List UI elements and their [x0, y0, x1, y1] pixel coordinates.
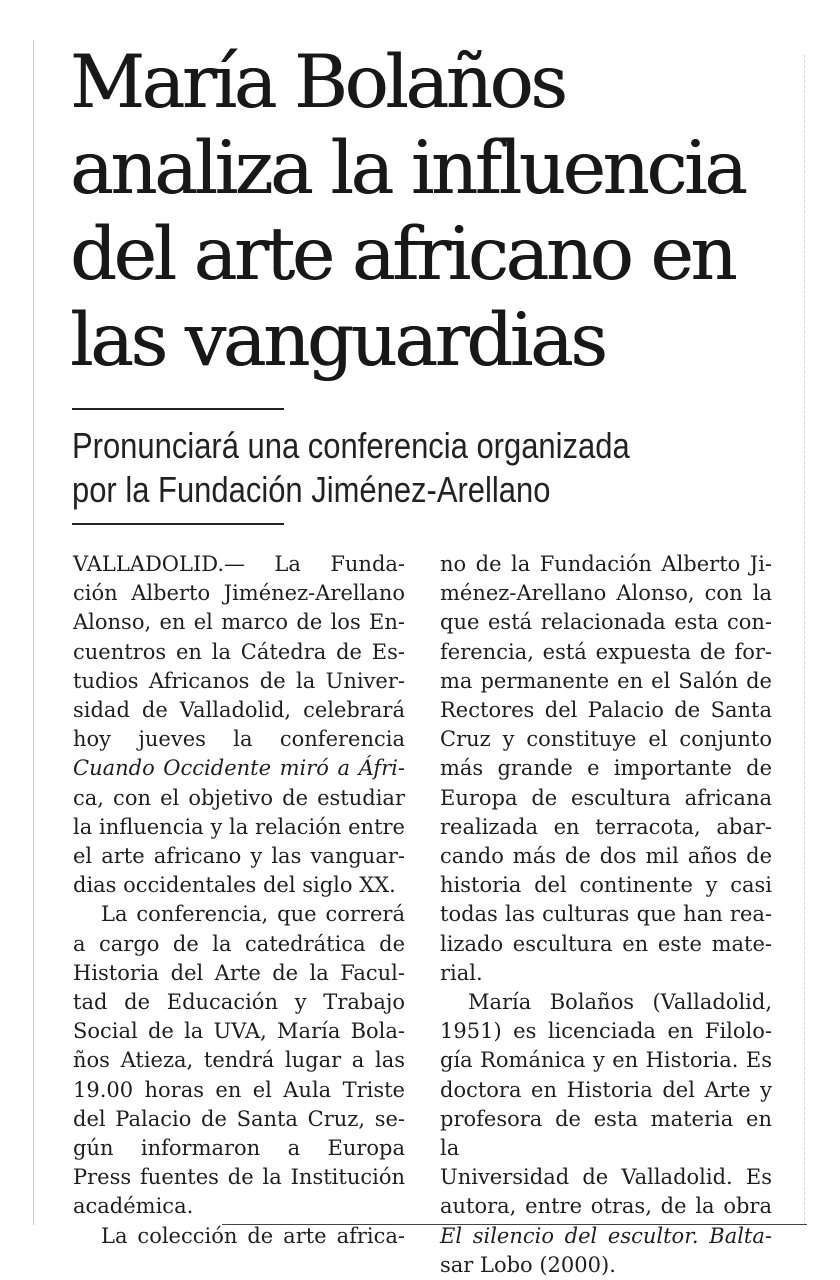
- headline-line: las vanguardias: [70, 298, 605, 383]
- subheadline-line: Pronunciará una conferencia organizada: [72, 425, 630, 466]
- body-line: profesora de esta materia en la: [440, 1106, 772, 1161]
- headline-line: analiza la influencia: [70, 126, 745, 211]
- body-line: cando más de dos mil años de: [440, 844, 772, 869]
- body-line: El silencio del escultor. Balta-: [440, 1223, 772, 1248]
- body-line: autora, entre otras, de la obra: [440, 1194, 772, 1219]
- body-line: más grande e importante de: [440, 756, 772, 781]
- body-line: del Palacio de Santa Cruz, se-: [73, 1106, 405, 1131]
- footer-rule: [222, 1224, 807, 1225]
- subheadline: [72, 424, 674, 512]
- headline: [70, 40, 790, 384]
- body-line: tudios Africanos de la Univer-: [73, 668, 405, 693]
- body-line: ca, con el objetivo de estudiar: [73, 785, 405, 810]
- body-line: María Bolaños (Valladolid,: [468, 990, 772, 1015]
- body-line: 19.00 horas en el Aula Triste: [73, 1077, 405, 1102]
- body-line: Rectores del Palacio de Santa: [440, 698, 772, 723]
- body-line: todas las culturas que han rea-: [440, 902, 772, 927]
- body-line: doctora en Historia del Arte y: [440, 1077, 772, 1102]
- article-column-left: [73, 550, 405, 1251]
- body-line: Universidad de Valladolid. Es: [440, 1165, 772, 1190]
- body-line: el arte africano y las vanguar-: [73, 844, 405, 869]
- body-line: no de la Fundación Alberto Ji-: [440, 552, 772, 576]
- body-line: Europa de escultura africana: [440, 785, 772, 810]
- body-line: Alonso, en el marco de los En-: [73, 610, 405, 635]
- body-line: historia del continente y casi: [440, 873, 772, 898]
- body-line: dias occidentales del siglo XX.: [73, 873, 396, 898]
- subheadline-line: por la Fundación Jiménez-Arellano: [72, 469, 551, 510]
- body-line: Historia del Arte de la Facul-: [73, 960, 405, 985]
- page-edge-left: [33, 40, 34, 1225]
- body-line: gía Románica y en Historia. Es: [440, 1048, 772, 1073]
- body-line: Social de la UVA, María Bola-: [73, 1019, 405, 1044]
- subhead-rule-bottom: [72, 523, 284, 525]
- subhead-rule-top: [72, 408, 284, 410]
- body-line: la influencia y la relación entre: [73, 814, 405, 839]
- body-line: VALLADOLID.— La Funda-: [73, 552, 405, 576]
- body-line: cuentros en la Cátedra de Es-: [73, 639, 405, 664]
- page-edge-right: [804, 55, 805, 1225]
- body-line: Cuando Occidente miró a Áfri-: [73, 756, 405, 781]
- body-line: Cruz y constituye el conjunto: [440, 727, 772, 752]
- body-line: La colección de arte africa-: [101, 1223, 405, 1248]
- body-line: La conferencia, que correrá: [101, 902, 405, 927]
- body-line: académica.: [73, 1194, 194, 1219]
- body-line: realizada en terracota, abar-: [440, 814, 772, 839]
- body-line: ción Alberto Jiménez-Arellano: [73, 581, 405, 606]
- headline-line: María Bolaños: [70, 40, 565, 125]
- body-line: ma permanente en el Salón de: [440, 668, 772, 693]
- body-line: sar Lobo (2000).: [440, 1252, 616, 1277]
- article-column-right: [440, 550, 772, 1280]
- body-line: ños Atieza, tendrá lugar a las: [73, 1048, 405, 1073]
- body-line: rial.: [440, 960, 483, 985]
- body-line: tad de Educación y Trabajo: [73, 990, 405, 1015]
- body-line: Press fuentes de la Institución: [73, 1165, 405, 1190]
- body-line: lizado escultura en este mate-: [440, 931, 772, 956]
- body-line: a cargo de la catedrática de: [73, 931, 405, 956]
- body-line: 1951) es licenciada en Filolo-: [440, 1019, 772, 1044]
- headline-line: del arte africano en: [70, 212, 735, 297]
- body-line: ménez-Arellano Alonso, con la: [440, 581, 772, 606]
- body-line: gún informaron a Europa: [73, 1136, 405, 1161]
- body-line: ferencia, está expuesta de for-: [440, 639, 772, 664]
- body-line: sidad de Valladolid, celebrará: [73, 698, 405, 723]
- body-line: hoy jueves la conferencia: [73, 727, 405, 752]
- body-line: que está relacionada esta con-: [440, 610, 772, 635]
